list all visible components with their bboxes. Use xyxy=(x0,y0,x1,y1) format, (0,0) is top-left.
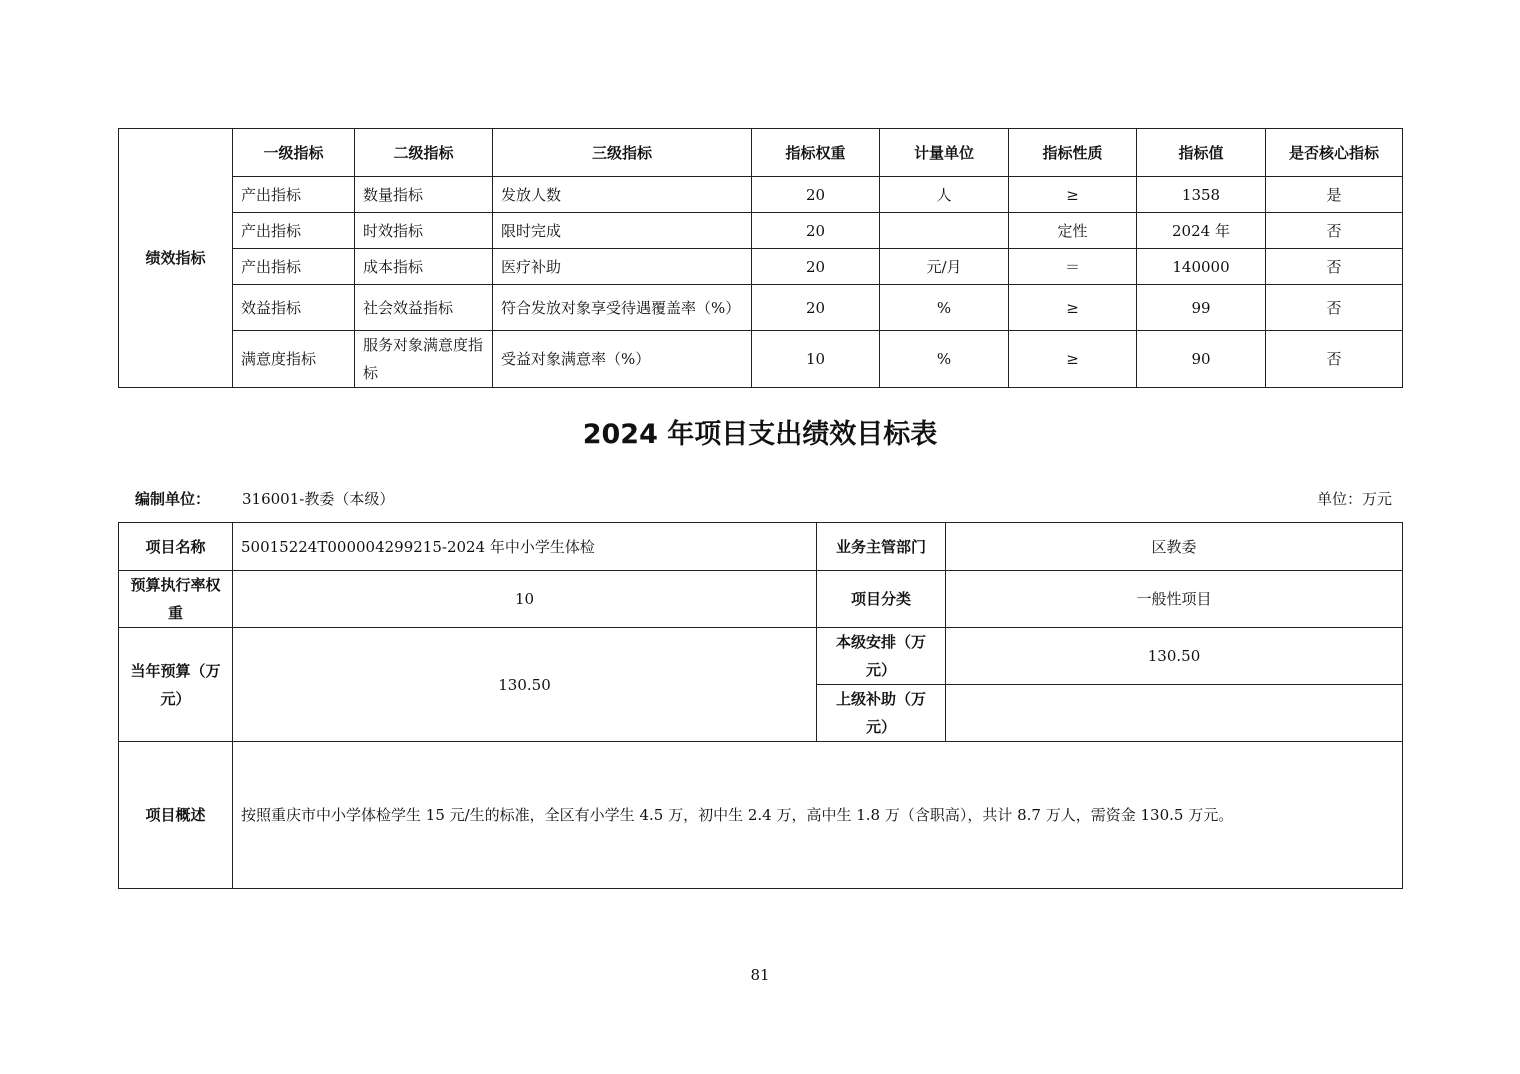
table-row xyxy=(119,331,1403,388)
table-cell: 产出指标 xyxy=(233,213,355,249)
table-cell: 产出指标 xyxy=(233,249,355,285)
table-cell: 产出指标 xyxy=(233,177,355,213)
table-header-row xyxy=(119,129,1403,177)
table-cell: 人 xyxy=(880,177,1009,213)
table-cell: 定性 xyxy=(1009,213,1137,249)
org-value: 316001-教委（本级） xyxy=(242,490,395,508)
table-cell: ≥ xyxy=(1009,285,1137,331)
section-label: 绩效指标 xyxy=(119,129,233,388)
table-cell: 99 xyxy=(1137,285,1266,331)
table-cell: 数量指标 xyxy=(355,177,493,213)
upper-subsidy-value xyxy=(946,685,1403,742)
header-cell: 计量单位 xyxy=(880,129,1009,177)
table-cell: 2024 年 xyxy=(1137,213,1266,249)
rate-weight-label: 预算执行率权重 xyxy=(119,571,233,628)
table-row xyxy=(119,742,1403,889)
category-label: 项目分类 xyxy=(817,571,946,628)
table-cell: % xyxy=(880,285,1009,331)
table-cell: 时效指标 xyxy=(355,213,493,249)
project-name-value: 50015224T000004299215-2024 年中小学生体检 xyxy=(233,523,817,571)
table-row xyxy=(119,571,1403,628)
table-cell: 90 xyxy=(1137,331,1266,388)
table-cell: 医疗补助 xyxy=(493,249,752,285)
category-value: 一般性项目 xyxy=(946,571,1403,628)
performance-indicator-table xyxy=(118,128,1403,388)
summary-value: 按照重庆市中小学体检学生 15 元/生的标准，全区有小学生 4.5 万，初中生 2.4 万，高中生 1.8 万（含职高），共计 8.7 万人，需资金 130.5 万元。 xyxy=(233,742,1403,889)
budget-value: 130.50 xyxy=(233,628,817,742)
table-cell: 效益指标 xyxy=(233,285,355,331)
unit-note: 单位：万元 xyxy=(1316,490,1392,508)
budget-label: 当年预算（万元） xyxy=(119,628,233,742)
table-cell: 成本指标 xyxy=(355,249,493,285)
table-row xyxy=(119,523,1403,571)
table-cell: ＝ xyxy=(1009,249,1137,285)
rate-weight-value: 10 xyxy=(233,571,817,628)
org-label: 编制单位： xyxy=(135,490,211,508)
table-cell: ≥ xyxy=(1009,331,1137,388)
dept-label: 业务主管部门 xyxy=(817,523,946,571)
table-cell: 否 xyxy=(1266,249,1403,285)
table-cell: % xyxy=(880,331,1009,388)
table-cell: 20 xyxy=(752,285,880,331)
header-cell: 指标权重 xyxy=(752,129,880,177)
table-cell: 元/月 xyxy=(880,249,1009,285)
table-cell: 符合发放对象享受待遇覆盖率（%） xyxy=(493,285,752,331)
table-cell: 20 xyxy=(752,213,880,249)
table-cell: 社会效益指标 xyxy=(355,285,493,331)
table-row xyxy=(119,177,1403,213)
table-cell xyxy=(880,213,1009,249)
local-funding-value: 130.50 xyxy=(946,628,1403,685)
table-cell: 否 xyxy=(1266,213,1403,249)
table-cell: 限时完成 xyxy=(493,213,752,249)
page-title: 2024 年项目支出绩效目标表 xyxy=(582,419,938,450)
table-row xyxy=(119,628,1403,685)
dept-value: 区教委 xyxy=(946,523,1403,571)
page-number: 81 xyxy=(750,966,770,984)
header-cell: 是否核心指标 xyxy=(1266,129,1403,177)
upper-subsidy-label: 上级补助（万元） xyxy=(817,685,946,742)
table-cell: 满意度指标 xyxy=(233,331,355,388)
header-cell: 一级指标 xyxy=(233,129,355,177)
table-cell: 20 xyxy=(752,177,880,213)
project-info-table xyxy=(118,522,1403,889)
local-funding-label: 本级安排（万元） xyxy=(817,628,946,685)
header-cell: 三级指标 xyxy=(493,129,752,177)
table-row xyxy=(119,249,1403,285)
table-cell: 否 xyxy=(1266,285,1403,331)
table-cell: 受益对象满意率（%） xyxy=(493,331,752,388)
summary-label: 项目概述 xyxy=(119,742,233,889)
table-cell: 10 xyxy=(752,331,880,388)
table-row xyxy=(119,213,1403,249)
table-cell: 1358 xyxy=(1137,177,1266,213)
table-cell: 140000 xyxy=(1137,249,1266,285)
header-cell: 指标值 xyxy=(1137,129,1266,177)
table-cell: 20 xyxy=(752,249,880,285)
table-cell: 是 xyxy=(1266,177,1403,213)
table-cell: 否 xyxy=(1266,331,1403,388)
table-row xyxy=(119,285,1403,331)
header-cell: 指标性质 xyxy=(1009,129,1137,177)
project-name-label: 项目名称 xyxy=(119,523,233,571)
header-cell: 二级指标 xyxy=(355,129,493,177)
table-cell: ≥ xyxy=(1009,177,1137,213)
table-cell: 发放人数 xyxy=(493,177,752,213)
table-cell: 服务对象满意度指标 xyxy=(355,331,493,388)
